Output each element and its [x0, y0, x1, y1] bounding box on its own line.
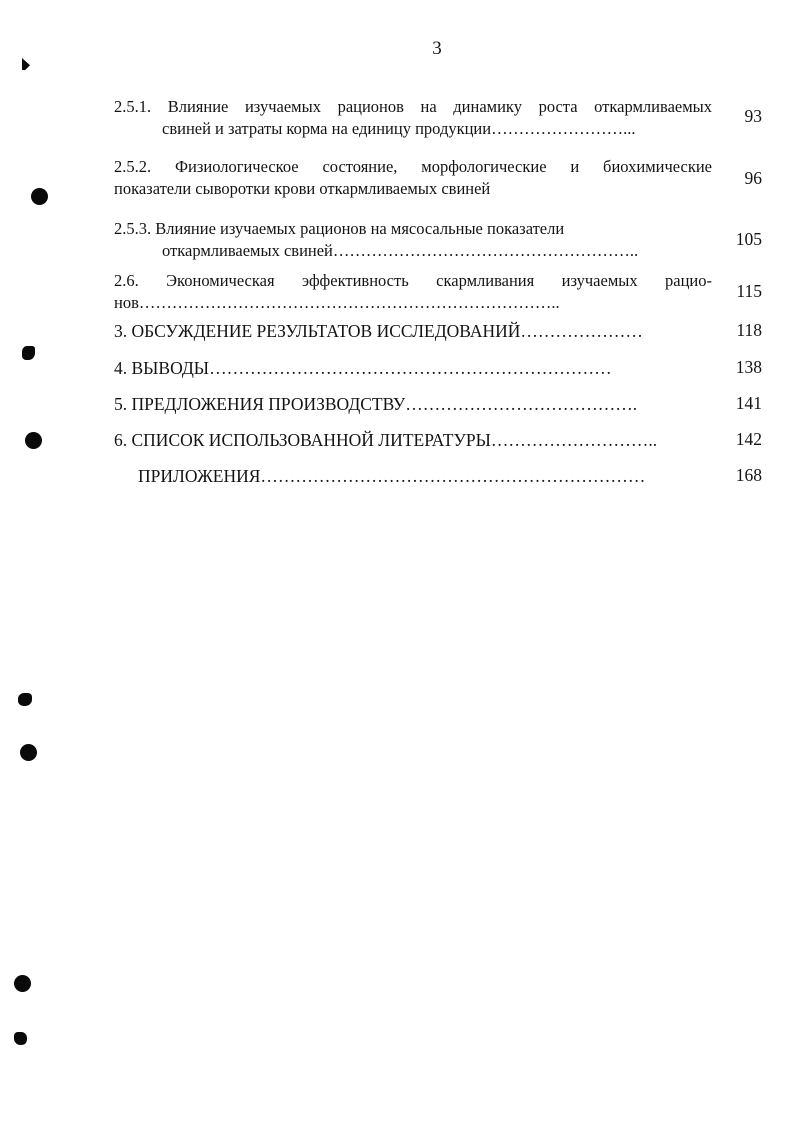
toc-entry [114, 429, 712, 451]
toc-entry [114, 393, 712, 415]
toc-entry-title: 2.5.3. Влияние изучаемых рационов на мясосальные показатели [114, 219, 565, 238]
toc-entry [114, 218, 712, 262]
binder-hole [25, 432, 42, 449]
toc-entry-title: 4. ВЫВОДЫ…………………………………………………………… [114, 358, 612, 378]
toc-page-number: 93 [744, 106, 762, 126]
toc-page-number: 142 [735, 429, 762, 449]
scan-mark [22, 346, 35, 360]
toc-entry [114, 96, 712, 140]
toc-page-number: 118 [736, 320, 762, 340]
toc-entry-title: 6. СПИСОК ИСПОЛЬЗОВАННОЙ ЛИТЕРАТУРЫ……………………….. [114, 430, 658, 450]
toc-entry [114, 270, 712, 314]
scan-mark [18, 693, 32, 706]
page-number: 3 [432, 38, 442, 59]
toc-page-number: 141 [735, 393, 762, 413]
toc-entry-title: 3. ОБСУЖДЕНИЕ РЕЗУЛЬТАТОВ ИССЛЕДОВАНИЙ………………… [114, 321, 643, 341]
toc-page-number: 138 [735, 357, 762, 377]
scan-mark [14, 1032, 27, 1045]
toc-entry-title: ПРИЛОЖЕНИЯ………………………………………………………… [138, 466, 646, 486]
binder-hole [31, 188, 48, 205]
binder-hole [14, 975, 31, 992]
toc-page-number: 96 [744, 168, 762, 188]
toc-page-number: 115 [736, 281, 762, 301]
binder-hole [20, 744, 37, 761]
toc-entry [138, 465, 712, 487]
toc-entry-title: 2.5.1. Влияние изучаемых рационов на динамику роста откармливаемых [114, 97, 712, 116]
toc-entry [114, 357, 712, 379]
toc-entry-title: 5. ПРЕДЛОЖЕНИЯ ПРОИЗВОДСТВУ…………………………………. [114, 394, 638, 414]
toc-page-number: 168 [735, 465, 762, 485]
toc-entry-title-continued: показатели сыворотки крови откармливаемых свиней [114, 179, 491, 198]
toc-page-number: 105 [735, 229, 762, 249]
toc-entry [114, 156, 712, 200]
toc-entry [114, 320, 712, 342]
toc-entry-title-continued: откармливаемых свиней……………………………………………….. [162, 241, 639, 260]
toc-entry-title: 2.5.2. Физиологическое состояние, морфологические и биохимические [114, 157, 712, 176]
toc-entry-title-continued: свиней и затраты корма на единицу продукции……………………... [162, 119, 636, 138]
toc-entry-title-continued: нов………………………………………………………………….. [114, 293, 560, 312]
toc-entry-title: 2.6. Экономическая эффективность скармливания изучаемых рацио- [114, 271, 712, 290]
